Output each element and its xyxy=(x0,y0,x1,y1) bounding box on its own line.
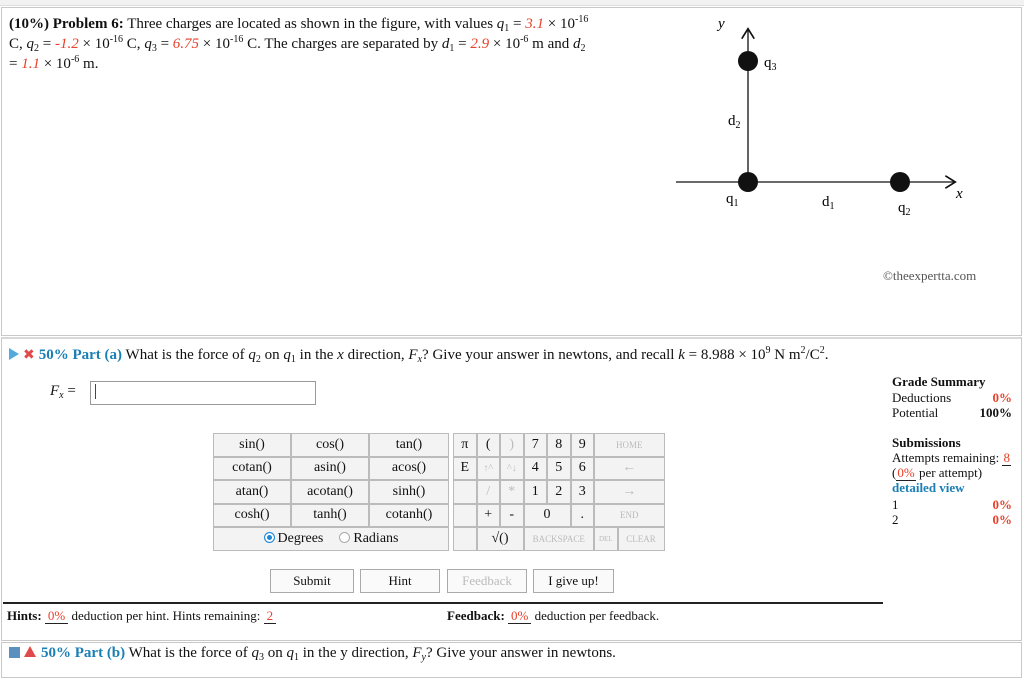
submissions-title: Submissions xyxy=(892,435,961,450)
fn-atan-button[interactable]: atan() xyxy=(213,480,291,504)
part-b-heading[interactable] xyxy=(9,645,616,662)
eq-sign: = xyxy=(513,16,522,32)
d1-sub: 1 xyxy=(449,43,455,54)
potential-value: 100% xyxy=(979,405,1012,420)
times-ten: × 10 xyxy=(82,36,110,52)
coulomb-unit: C, xyxy=(9,36,23,52)
part-a-q2: q xyxy=(248,347,256,363)
q2-exp: -16 xyxy=(109,34,124,45)
part-a-rest: ? Give your answer in newtons, and recall xyxy=(422,347,675,363)
charge-q3-dot xyxy=(738,51,758,71)
key-end[interactable]: END xyxy=(594,504,665,528)
part-a-x: x xyxy=(337,347,344,363)
collapsed-square-icon[interactable] xyxy=(9,647,20,658)
submission-row-pct: 0% xyxy=(992,497,1012,512)
part-a-percent: 50% Part (a) xyxy=(38,347,123,363)
degrees-option[interactable] xyxy=(264,531,324,547)
coulomb-unit: C, xyxy=(126,36,141,52)
answer-F: F xyxy=(50,383,60,399)
incorrect-x-icon: ✖ xyxy=(23,347,35,363)
key-rparen[interactable]: ) xyxy=(500,433,524,457)
part-b-on: on xyxy=(267,645,283,661)
q2-value: -1.2 xyxy=(54,36,79,52)
d2-exp: -6 xyxy=(70,54,80,65)
times-ten: × 10 xyxy=(492,36,521,52)
part-a-unit-mid: /C xyxy=(805,347,820,363)
part-b-rest: ? Give your answer in newtons. xyxy=(425,645,616,661)
key-pi[interactable]: π xyxy=(453,433,477,457)
degrees-radio-icon[interactable] xyxy=(264,532,275,543)
q2-sub: 2 xyxy=(34,43,40,54)
fn-cotanh-button[interactable]: cotanh() xyxy=(369,504,449,528)
fn-cotan-button[interactable]: cotan() xyxy=(213,457,291,481)
y-axis-label: y xyxy=(718,16,725,32)
part-a-q1-sub: 1 xyxy=(290,354,296,365)
key-del[interactable]: DEL xyxy=(594,527,618,551)
q1-exp: -16 xyxy=(574,14,589,25)
key-down-power[interactable]: ^↓ xyxy=(500,457,524,481)
key-dot[interactable]: . xyxy=(571,504,595,528)
part-a-mid: in the xyxy=(299,347,334,363)
key-6[interactable]: 6 xyxy=(571,457,595,481)
key-left-arrow[interactable]: ← xyxy=(594,457,665,481)
answer-label xyxy=(50,383,76,400)
key-minus[interactable]: - xyxy=(500,504,524,528)
q3-symbol: q xyxy=(144,36,152,52)
problem-weight: (10%) xyxy=(9,16,49,32)
key-4[interactable]: 4 xyxy=(524,457,548,481)
d1-label: $d_1$ xyxy=(822,194,835,212)
problem-number: Problem 6: xyxy=(52,16,124,32)
submit-button[interactable]: Submit xyxy=(270,569,354,593)
meter-and: m and xyxy=(532,36,570,52)
meter-end: m. xyxy=(83,56,99,72)
hints-text: deduction per hint. Hints remaining: xyxy=(71,608,261,623)
warning-triangle-icon xyxy=(24,646,36,657)
q2-symbol: q xyxy=(26,36,35,52)
x-axis-label: x xyxy=(956,186,963,202)
hints-label: Hints: xyxy=(7,608,42,623)
separated-text: The charges are separated by xyxy=(264,36,439,52)
q3-sub: 3 xyxy=(151,43,157,54)
per-attempt-text: per attempt) xyxy=(918,465,983,480)
key-9[interactable]: 9 xyxy=(571,433,595,457)
key-1[interactable]: 1 xyxy=(524,480,548,504)
fn-cosh-button[interactable]: cosh() xyxy=(213,504,291,528)
part-a-q2-sub: 2 xyxy=(255,354,261,365)
times-ten: × 10 xyxy=(202,36,230,52)
key-multiply[interactable]: * xyxy=(500,480,524,504)
part-a-unit-exp2: 2 xyxy=(819,345,825,356)
problem-statement xyxy=(9,14,649,74)
d2-symbol: d xyxy=(573,36,581,52)
key-blank xyxy=(453,504,477,528)
text-cursor xyxy=(95,384,96,399)
key-sqrt[interactable]: √() xyxy=(477,527,524,551)
potential-label: Potential xyxy=(892,405,939,420)
key-blank xyxy=(453,480,477,504)
d2-value: 1.1 xyxy=(21,56,40,72)
numeric-keypad xyxy=(453,433,665,551)
key-lparen[interactable]: ( xyxy=(477,433,501,457)
key-backspace[interactable]: BACKSPACE xyxy=(524,527,595,551)
fn-sinh-button[interactable]: sinh() xyxy=(369,480,449,504)
part-b-q1-sub: 1 xyxy=(294,652,300,663)
per-attempt-pct: 0% xyxy=(897,465,915,480)
fn-acotan-button[interactable]: acotan() xyxy=(291,480,369,504)
fn-tan-button[interactable]: tan() xyxy=(369,433,449,457)
hints-pct: 0% xyxy=(45,608,68,624)
part-a-on: on xyxy=(264,347,280,363)
key-3[interactable]: 3 xyxy=(571,480,595,504)
fn-cos-button[interactable]: cos() xyxy=(291,433,369,457)
hints-bar xyxy=(3,602,443,638)
key-home[interactable]: HOME xyxy=(594,433,665,457)
charge-q1-dot xyxy=(738,172,758,192)
attempts-label: Attempts remaining: xyxy=(892,450,1000,465)
key-2[interactable]: 2 xyxy=(547,480,571,504)
key-right-arrow[interactable]: → xyxy=(594,480,665,504)
part-a-q-start: What is the force of xyxy=(125,347,245,363)
part-b-F-sub: y xyxy=(421,652,426,663)
q1-sub: 1 xyxy=(504,23,510,34)
part-b-mid: in the y direction, xyxy=(302,645,409,661)
part-b-F: F xyxy=(412,645,422,661)
part-a-heading xyxy=(9,347,828,364)
submission-row-number: 1 xyxy=(892,497,899,512)
part-a-unit: N m xyxy=(774,347,801,363)
q3-label: $q_3$ xyxy=(764,55,777,73)
grade-summary xyxy=(892,374,1012,420)
hints-remaining: 2 xyxy=(264,608,277,624)
key-e[interactable]: E xyxy=(453,457,477,481)
part-a-q1: q xyxy=(283,347,291,363)
times-ten: × 10 xyxy=(547,16,575,32)
fn-sin-button[interactable]: sin() xyxy=(213,433,291,457)
feedback-text: deduction per feedback. xyxy=(534,608,660,623)
key-7[interactable]: 7 xyxy=(524,433,548,457)
detailed-view-link[interactable]: detailed view xyxy=(892,480,965,495)
fn-acos-button[interactable]: acos() xyxy=(369,457,449,481)
deductions-value: 0% xyxy=(992,390,1012,405)
key-5[interactable]: 5 xyxy=(547,457,571,481)
grade-summary-title: Grade Summary xyxy=(892,374,986,389)
charge-q2-dot xyxy=(890,172,910,192)
coulomb-unit: C. xyxy=(247,36,261,52)
eq-sign: = xyxy=(458,36,467,52)
d1-value: 2.9 xyxy=(470,36,490,52)
part-b-q-start: What is the force of xyxy=(128,645,248,661)
q2-label: $q_2$ xyxy=(898,200,911,218)
eq-sign: = xyxy=(160,36,170,52)
key-8[interactable]: 8 xyxy=(547,433,571,457)
d1-exp: -6 xyxy=(520,34,529,45)
times-ten: × 10 xyxy=(43,56,71,72)
key-plus[interactable]: + xyxy=(477,504,501,528)
part-a-F-sub: x xyxy=(417,354,423,365)
part-b-percent: 50% Part (b) xyxy=(41,645,126,661)
feedback-button[interactable]: Feedback xyxy=(447,569,527,593)
attempts-value: 8 xyxy=(1003,450,1010,465)
fn-asin-button[interactable]: asin() xyxy=(291,457,369,481)
expand-triangle-icon[interactable] xyxy=(9,348,19,360)
radians-option[interactable] xyxy=(339,531,398,547)
feedback-bar xyxy=(443,602,883,638)
submission-row-pct: 0% xyxy=(992,512,1012,527)
radians-label: Radians xyxy=(353,531,399,546)
copyright-text: ©theexpertta.com xyxy=(883,268,977,283)
feedback-label: Feedback: xyxy=(447,608,505,623)
answer-F-sub: x xyxy=(59,390,64,401)
q1-value: 3.1 xyxy=(525,16,545,32)
q3-value: 6.75 xyxy=(172,36,200,52)
part-a-kval: = 8.988 × 10 xyxy=(688,347,766,363)
problem-intro: Three charges are located as shown in the figure, with values xyxy=(127,16,494,32)
eq-sign: = xyxy=(9,56,18,72)
eq-sign: = xyxy=(42,36,52,52)
answer-input[interactable] xyxy=(90,381,316,405)
radians-radio-icon[interactable] xyxy=(339,532,350,543)
degrees-label: Degrees xyxy=(277,531,324,546)
fn-tanh-button[interactable]: tanh() xyxy=(291,504,369,528)
part-b-q3: q xyxy=(251,645,260,661)
part-a-unit-exp: 2 xyxy=(800,345,806,356)
d2-label: $d_2$ xyxy=(728,113,741,131)
d2-sub: 2 xyxy=(580,43,586,54)
part-a-period: . xyxy=(824,347,829,363)
part-b-q3-sub: 3 xyxy=(259,652,265,663)
part-a-F: F xyxy=(408,347,418,363)
key-blank xyxy=(453,527,477,551)
part-a-direction: direction, xyxy=(347,347,405,363)
q3-exp: -16 xyxy=(230,34,244,45)
key-clear[interactable]: CLEAR xyxy=(618,527,665,551)
deductions-label: Deductions xyxy=(892,390,952,405)
answer-eq: = xyxy=(67,383,76,399)
hint-button[interactable]: Hint xyxy=(360,569,440,593)
function-keypad xyxy=(213,433,449,527)
q1-symbol: q xyxy=(496,16,505,32)
key-divide[interactable]: / xyxy=(477,480,501,504)
angle-mode-row xyxy=(213,527,449,551)
give-up-button[interactable]: I give up! xyxy=(533,569,614,593)
submissions-panel: Submissions Attempts remaining: 8 (0% per attempt) detailed view 1 0% 2 0% xyxy=(892,435,1012,527)
charge-figure xyxy=(672,10,972,240)
feedback-pct: 0% xyxy=(508,608,531,624)
q1-label: $q_1$ xyxy=(726,191,739,209)
d1-symbol: d xyxy=(441,36,450,52)
key-0[interactable]: 0 xyxy=(524,504,571,528)
part-a-k: k xyxy=(678,347,685,363)
part-a-kexp: 9 xyxy=(765,345,771,356)
part-b-q1: q xyxy=(286,645,295,661)
page-top-strip xyxy=(0,0,1024,6)
submission-row-number: 2 xyxy=(892,512,899,527)
key-up-power[interactable]: ↑^ xyxy=(477,457,501,481)
